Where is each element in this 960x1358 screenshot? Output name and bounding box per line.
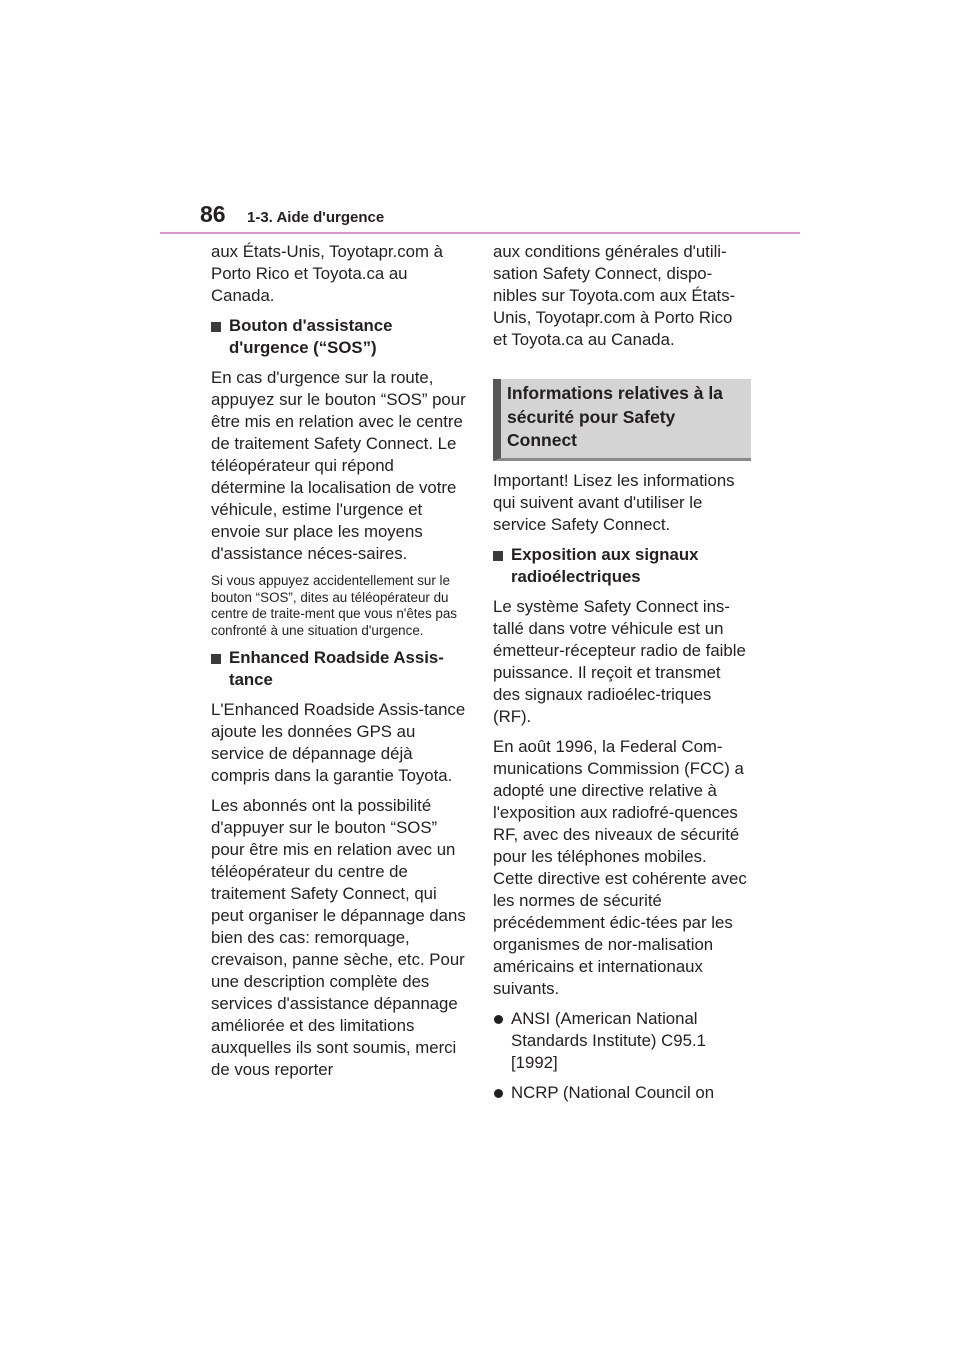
exposure-heading-text: Exposition aux signaux radioélectriques [511,544,699,586]
sos-paragraph: En cas d'urgence sur la route, appuyez sur le bouton “SOS” pour être mis en relation avec le centre de traitement Safety Connect. Le téléopérateur qui répond détermine la localisation de votre véhicule, estime l'urgence et envoie sur place les moyens d'assistance néces-saires. [211,368,466,563]
bullet-dot-icon [494,1089,503,1098]
system-paragraph: Le système Safety Connect ins-tallé dans votre véhicule est un émetteur-récepteur radio de faible puissance. Il reçoit et transmet des signaux radioélec-triques (RF). [493,596,746,726]
square-bullet-icon [211,654,221,664]
list-item-text: NCRP (National Council on [511,1082,715,1102]
fcc-paragraph: En août 1996, la Federal Com-munications Commission (FCC) a adopté une directive relative à l'exposition aux radiofré-quences RF, avec des niveaux de sécurité pour les téléphones mobiles. Cette directive est cohérente avec les normes de sécurité précédemment édic-tées par les organismes de nor-malisation américains et internationaux suivants. [493,736,747,998]
page-number: 86 [200,201,226,227]
section-title: 1-3. Aide d'urgence [247,209,385,226]
intro-paragraph: aux États-Unis, Toyotapr.com à Porto Rico et Toyota.ca au Canada. [211,242,443,305]
roadside-paragraph-1: L'Enhanced Roadside Assis-tance ajoute les données GPS au service de dépannage déjà compris dans la garantie Toyota. [211,700,466,785]
list-item [493,1008,749,1074]
safety-info-box: Informations relatives à la sécurité pour Safety Connect [493,379,751,461]
important-paragraph: Important! Lisez les informations qui suivent avant d'utiliser le service Safety Connect. [493,470,735,534]
sos-heading [211,315,467,359]
list-item-text: ANSI (American National Standards Institute) C95.1 [1992] [511,1008,706,1072]
sos-heading-text: Bouton d'assistance d'urgence (“SOS”) [229,316,393,357]
roadside-paragraph-2: Les abonnés ont la possibilité d'appuyer sur le bouton “SOS” pour être mis en relation avec un téléopérateur du centre de traitement Safety Connect, qui peut organiser le dépannage dans bien des cas: remorquage, crevaison, panne sèche, etc. Pour une description complète des services d'assistance dépannage améliorée et des limitations auxquelles ils sont soumis, merci de vous reporter [211,796,466,1079]
square-bullet-icon [493,551,503,561]
square-bullet-icon [211,322,221,332]
exposure-heading [493,544,749,588]
header-divider [160,232,800,234]
sos-note: Si vous appuyez accidentellement sur le bouton “SOS”, dites au téléopérateur du centre de traite-ment que vous n'êtes pas confronté à une situation d'urgence. [211,573,457,638]
left-column [211,241,467,1089]
continued-paragraph: aux conditions générales d'utili-sation Safety Connect, dispo-nibles sur Toyota.com aux États-Unis, Toyotapr.com à Porto Rico et Toyota.ca au Canada. [493,242,736,349]
roadside-heading-text: Enhanced Roadside Assis-tance [229,648,444,689]
roadside-heading [211,647,467,691]
right-column [493,241,749,1112]
bullet-dot-icon [494,1015,503,1024]
list-item [493,1082,749,1104]
